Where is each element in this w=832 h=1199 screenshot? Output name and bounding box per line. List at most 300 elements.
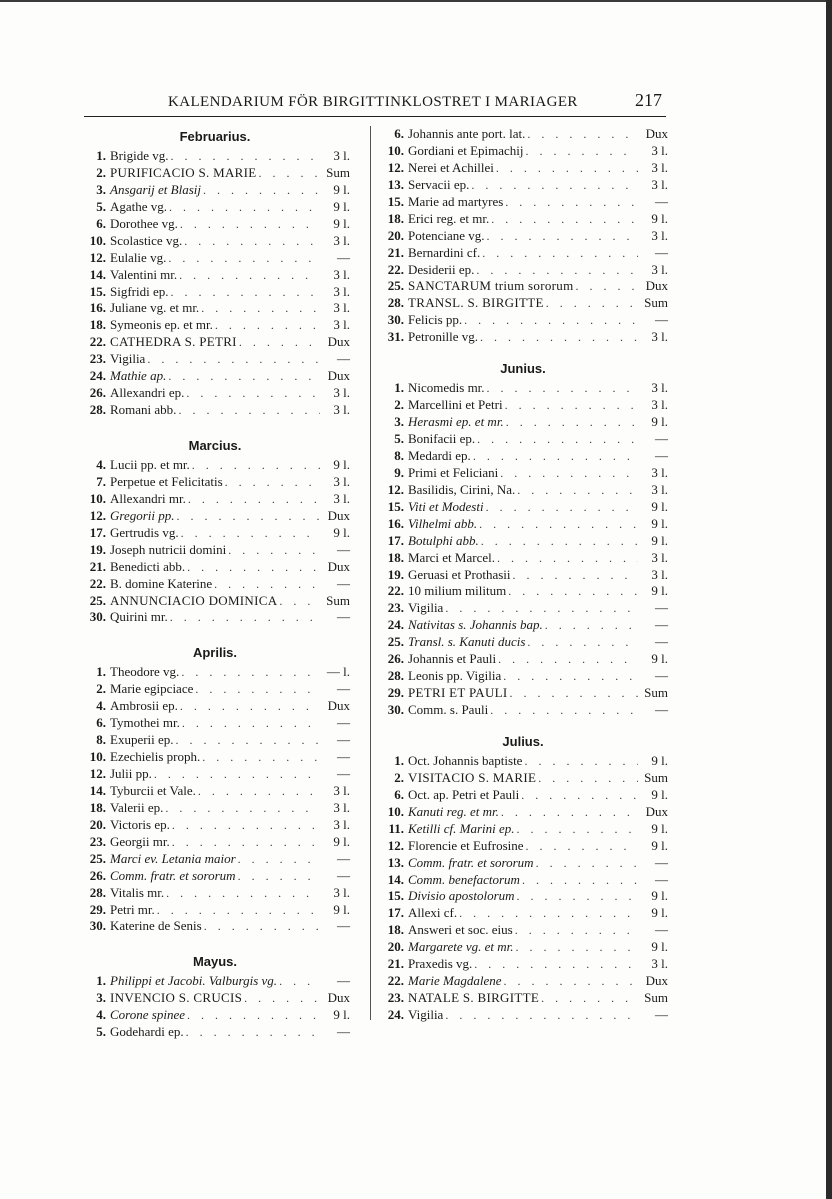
feast-name: Florencie et Eufrosine	[408, 837, 524, 853]
april-entry	[80, 885, 350, 902]
february-entry	[80, 216, 350, 233]
feast-grade: —	[337, 609, 350, 625]
feast-name: Primi et Feliciani	[408, 464, 499, 480]
feast-name: Bonifacii ep.	[408, 431, 476, 446]
march-entry	[80, 525, 350, 542]
dot-leader	[515, 482, 638, 499]
dot-leader	[184, 385, 320, 402]
dot-leader	[177, 267, 320, 284]
feast-grade: —	[655, 1007, 668, 1022]
feast-name: B. domine Katerine	[110, 575, 213, 591]
day-number: 23.	[89, 833, 106, 849]
feast-grade: —	[655, 312, 668, 328]
dot-leader	[193, 681, 320, 698]
page-number: 217	[635, 90, 662, 110]
april-entry	[80, 834, 350, 851]
dot-leader	[503, 194, 638, 211]
day-number: 13.	[387, 176, 404, 192]
may-entry	[378, 312, 668, 329]
month-title-mayus: Mayus.	[192, 954, 238, 970]
dot-leader	[168, 609, 320, 626]
may-entry	[378, 211, 668, 228]
dot-leader	[573, 278, 638, 295]
april-list	[80, 664, 350, 935]
dot-leader	[495, 550, 638, 567]
feast-grade: Dux	[645, 126, 668, 141]
april-entry	[80, 851, 350, 868]
feast-name: INVENCIO S. CRUCIS	[110, 990, 243, 1006]
day-number: 24.	[387, 617, 404, 633]
february-entry	[80, 317, 350, 334]
feast-grade: —	[337, 766, 350, 781]
feast-grade: 9 l.	[651, 498, 668, 514]
dot-leader	[170, 817, 320, 834]
day-number: 28.	[387, 295, 404, 311]
day-number: 6.	[394, 786, 404, 802]
feast-name: Joseph nutricii domini	[110, 541, 227, 557]
feast-name: Victoris ep.	[110, 816, 170, 832]
dot-leader	[145, 351, 320, 368]
day-number: 8.	[96, 732, 106, 748]
day-number: 12.	[89, 249, 106, 265]
feast-name: Perpetue et Felicitatis	[110, 473, 223, 489]
dot-leader	[496, 651, 638, 668]
may-continued-list	[378, 126, 668, 346]
day-number: 18.	[89, 799, 106, 815]
dot-leader	[494, 160, 638, 177]
dot-leader	[525, 634, 638, 651]
feast-name: VISITACIO S. MARIE	[408, 769, 537, 785]
feast-name: Juliane vg. et mr.	[110, 300, 200, 316]
dot-leader	[485, 228, 638, 245]
month-title-aprilis: Aprilis.	[192, 645, 238, 661]
day-number: 24.	[89, 368, 106, 384]
dot-leader	[520, 872, 638, 889]
feast-name: Gordiani et Epimachij	[408, 142, 524, 158]
day-number: 12.	[387, 837, 404, 853]
feast-name: Lucii pp. et mr.	[110, 457, 190, 472]
day-number: 22.	[89, 575, 106, 591]
february-entry	[80, 233, 350, 250]
june-entry	[378, 550, 668, 567]
day-number: 15.	[387, 498, 404, 514]
june-list	[378, 380, 668, 719]
march-entry	[80, 559, 350, 576]
feast-name: Answeri et soc. eius	[408, 922, 513, 938]
feast-grade: 3 l.	[333, 148, 350, 163]
march-entry	[80, 542, 350, 559]
dot-leader	[480, 245, 638, 262]
march-entry	[80, 609, 350, 626]
dot-leader	[199, 300, 320, 317]
feast-grade: 3 l.	[651, 380, 668, 396]
feast-grade: 3 l.	[333, 473, 350, 489]
day-number: 22.	[387, 261, 404, 277]
feast-grade: Dux	[645, 803, 668, 819]
feast-name: Comm. s. Pauli	[408, 702, 489, 717]
page-header	[84, 90, 666, 117]
feast-grade: 9 l.	[333, 181, 350, 197]
feast-name: Vigilia	[408, 600, 444, 616]
dot-leader	[166, 250, 320, 267]
june-entry	[378, 668, 668, 685]
feast-grade: Sum	[326, 164, 350, 180]
right-column	[378, 126, 668, 1024]
feast-grade: —	[655, 431, 668, 446]
march-list	[80, 457, 350, 626]
dot-leader	[200, 749, 320, 766]
feast-grade: 3 l.	[651, 227, 668, 243]
feast-grade: 3 l.	[333, 816, 350, 832]
feast-grade: 9 l.	[651, 532, 668, 548]
june-entry	[378, 431, 668, 448]
may-entry	[378, 126, 668, 143]
dot-leader	[498, 465, 638, 482]
dot-leader	[508, 685, 638, 702]
day-number: 12.	[387, 481, 404, 497]
feast-grade: Sum	[644, 685, 668, 701]
april-entry	[80, 766, 350, 783]
feast-grade: 9 l.	[651, 651, 668, 667]
feast-name: Tyburcii et Vale.	[110, 782, 196, 798]
feast-grade: 9 l.	[333, 524, 350, 540]
day-number: 18.	[387, 549, 404, 565]
day-number: 14.	[89, 782, 106, 798]
feast-name: Marie Magdalene	[408, 973, 502, 989]
feast-name: Nerei et Achillei	[408, 159, 494, 175]
july-entry	[378, 787, 668, 804]
feast-name: Allexandri mr.	[110, 490, 186, 506]
feast-name: TRANSL. S. BIRGITTE	[408, 295, 544, 311]
month-title-februarius: Februarius.	[179, 129, 251, 144]
feast-grade: 3 l.	[651, 549, 668, 565]
feast-name: Brigide vg.	[110, 148, 169, 163]
day-number: 24.	[387, 1007, 404, 1022]
feast-grade: —	[655, 634, 668, 650]
dot-leader	[539, 990, 638, 1007]
feast-grade: 3 l.	[651, 159, 668, 175]
day-number: 5.	[394, 431, 404, 446]
day-number: 5.	[96, 1024, 106, 1040]
feast-name: Benedicti abb.	[110, 558, 186, 574]
feast-name: Praxedis vg.	[408, 956, 473, 972]
feast-name: Exuperii ep.	[110, 732, 174, 748]
feast-name: Marie ad martyres	[408, 193, 504, 209]
feast-grade: —	[655, 617, 668, 633]
day-number: 22.	[89, 334, 106, 350]
dot-leader	[174, 732, 320, 749]
march-entry	[80, 474, 350, 491]
june-entry	[378, 516, 668, 533]
may-entry	[80, 1024, 350, 1041]
dot-leader	[236, 851, 320, 868]
day-number: 26.	[89, 867, 106, 883]
dot-leader	[457, 905, 638, 922]
dot-leader	[525, 126, 638, 143]
june-entry	[378, 482, 668, 499]
day-number: 3.	[394, 414, 404, 430]
feast-name: Vigilia	[110, 351, 146, 367]
april-entry	[80, 918, 350, 935]
feast-grade: —	[337, 973, 350, 989]
day-number: 12.	[387, 159, 404, 175]
day-number: 10.	[387, 142, 404, 158]
feast-name: Marci ev. Letania maior	[110, 850, 236, 866]
feast-name: Potenciane vg.	[408, 227, 485, 243]
day-number: 18.	[387, 210, 404, 226]
july-entry	[378, 973, 668, 990]
february-entry	[80, 300, 350, 317]
feast-grade: 3 l.	[333, 317, 350, 333]
day-number: 20.	[387, 939, 404, 955]
dot-leader	[202, 918, 320, 935]
feast-grade: —	[655, 193, 668, 209]
feast-name: Servacii ep.	[408, 176, 470, 192]
july-entry	[378, 855, 668, 872]
may-entry	[80, 990, 350, 1007]
feast-name: Bernardini cf.	[408, 244, 481, 260]
feast-name: Godehardi ep.	[110, 1024, 184, 1040]
dot-leader	[478, 329, 638, 346]
day-number: 4.	[96, 457, 106, 472]
feast-name: Gertrudis vg.	[110, 524, 179, 540]
june-entry	[378, 533, 668, 550]
dot-leader	[479, 533, 638, 550]
day-number: 28.	[89, 884, 106, 900]
feast-name: Petri mr.	[110, 901, 155, 917]
feast-name: Mathie ap.	[110, 368, 167, 384]
dot-leader	[522, 753, 638, 770]
june-entry	[378, 634, 668, 651]
july-entry	[378, 838, 668, 855]
day-number: 4.	[96, 1007, 106, 1023]
day-number: 2.	[96, 681, 106, 697]
feast-name: Kanuti reg. et mr.	[408, 803, 499, 819]
june-entry	[378, 583, 668, 600]
dot-leader	[257, 165, 321, 182]
feast-grade: —	[337, 1024, 350, 1040]
may-entry	[378, 194, 668, 211]
dot-leader	[475, 431, 638, 448]
feast-grade: —	[337, 249, 350, 265]
feast-grade: Dux	[327, 334, 350, 350]
april-entry	[80, 749, 350, 766]
left-column	[80, 126, 350, 1041]
june-entry	[378, 414, 668, 431]
feast-grade: Dux	[327, 698, 350, 714]
day-number: 5.	[96, 198, 106, 214]
feast-grade: 3 l.	[333, 490, 350, 506]
february-entry	[80, 284, 350, 301]
dot-leader	[506, 583, 638, 600]
march-entry	[80, 593, 350, 610]
feast-name: Vitalis mr.	[110, 884, 165, 900]
day-number: 15.	[387, 888, 404, 904]
feast-name: Katerine de Senis	[110, 918, 202, 934]
feast-name: Valentini mr.	[110, 266, 178, 282]
june-entry	[378, 380, 668, 397]
day-number: 30.	[387, 702, 404, 717]
feast-name: Vilhelmi abb.	[408, 515, 478, 531]
may-entry	[378, 228, 668, 245]
june-entry	[378, 651, 668, 668]
feast-grade: —	[337, 541, 350, 557]
march-entry	[80, 491, 350, 508]
feast-name: Basilidis, Cirini, Na.	[408, 481, 516, 497]
feast-grade: Dux	[327, 990, 350, 1006]
month-title-julius: Julius.	[502, 733, 544, 749]
feast-grade: Dux	[327, 507, 350, 523]
feast-name: ANNUNCIACIO DOMINICA	[110, 592, 278, 608]
feast-name: PURIFICACIO S. MARIE	[110, 164, 257, 180]
dot-leader	[519, 787, 638, 804]
may-list	[80, 973, 350, 1041]
june-entry	[378, 397, 668, 414]
day-number: 1.	[96, 664, 106, 680]
feast-grade: —	[655, 702, 668, 717]
feast-grade: 3 l.	[333, 266, 350, 282]
day-number: 3.	[96, 181, 106, 197]
feast-name: Comm. fratr. et sororum	[110, 867, 236, 883]
july-entry	[378, 753, 668, 770]
july-entry	[378, 888, 668, 905]
dot-leader	[501, 668, 638, 685]
day-number: 1.	[96, 973, 106, 989]
feast-name: SANCTARUM trium sororum	[408, 278, 574, 294]
dot-leader	[178, 216, 320, 233]
dot-leader	[485, 380, 638, 397]
feast-grade: 9 l.	[651, 905, 668, 921]
feast-name: Valerii ep.	[110, 799, 164, 815]
feast-name: NATALE S. BIRGITTE	[408, 990, 540, 1006]
dot-leader	[534, 855, 638, 872]
feast-name: Allexi cf.	[408, 905, 458, 921]
may-entry	[378, 177, 668, 194]
day-number: 29.	[387, 685, 404, 701]
february-entry	[80, 351, 350, 368]
april-entry	[80, 664, 350, 681]
february-entry	[80, 199, 350, 216]
feast-grade: Sum	[326, 592, 350, 608]
day-number: 23.	[89, 351, 106, 367]
dot-leader	[502, 973, 638, 990]
dot-leader	[503, 397, 638, 414]
day-number: 6.	[394, 126, 404, 141]
july-entry	[378, 872, 668, 889]
dot-leader	[176, 402, 320, 419]
feast-grade: —	[655, 447, 668, 463]
feast-grade: —	[337, 715, 350, 731]
feast-grade: 3 l.	[333, 385, 350, 401]
february-entry	[80, 165, 350, 182]
feast-grade: 3 l.	[651, 566, 668, 582]
feast-name: Eulalie vg.	[110, 249, 167, 265]
june-entry	[378, 600, 668, 617]
feast-name: 10 milium militum	[408, 583, 507, 599]
day-number: 23.	[387, 990, 404, 1006]
feast-grade: 9 l.	[651, 939, 668, 955]
feast-name: Nativitas s. Johannis bap.	[408, 617, 543, 633]
day-number: 6.	[96, 715, 106, 731]
feast-grade: 9 l.	[651, 820, 668, 836]
day-number: 16.	[387, 515, 404, 531]
scan-edge-right	[826, 0, 832, 1199]
february-entry	[80, 182, 350, 199]
july-entry	[378, 939, 668, 956]
feast-grade: 3 l.	[333, 283, 350, 299]
day-number: 14.	[89, 266, 106, 282]
may-entry	[378, 262, 668, 279]
day-number: 25.	[89, 850, 106, 866]
dot-leader	[190, 457, 320, 474]
dot-leader	[469, 177, 638, 194]
dot-leader	[152, 766, 320, 783]
feast-name: Transl. s. Kanuti ducis	[408, 634, 526, 650]
day-number: 1.	[394, 752, 404, 768]
feast-name: Felicis pp.	[408, 312, 463, 328]
dot-leader	[175, 508, 320, 525]
dot-leader	[164, 885, 320, 902]
dot-leader	[180, 715, 320, 732]
feast-name: Medardi ep.	[408, 447, 471, 463]
april-entry	[80, 715, 350, 732]
dot-leader	[179, 664, 320, 681]
feast-name: Quirini mr.	[110, 609, 168, 625]
dot-leader	[155, 902, 320, 919]
day-number: 8.	[394, 447, 404, 463]
dot-leader	[524, 143, 638, 160]
feast-grade: Sum	[644, 295, 668, 311]
dot-leader	[212, 576, 320, 593]
feast-name: Erici reg. et mr.	[408, 210, 490, 226]
day-number: 15.	[89, 283, 106, 299]
may-entry	[80, 1007, 350, 1024]
day-number: 18.	[387, 922, 404, 938]
feast-name: Marci et Marcel.	[408, 549, 495, 565]
feast-name: Scolastice vg.	[110, 232, 183, 248]
day-number: 18.	[89, 317, 106, 333]
day-number: 25.	[89, 592, 106, 608]
dot-leader	[504, 414, 638, 431]
dot-leader	[513, 922, 638, 939]
dot-leader	[201, 182, 320, 199]
feast-grade: 9 l.	[333, 457, 350, 472]
feast-name: Gregorii pp.	[110, 507, 175, 523]
dot-leader	[169, 284, 321, 301]
dot-leader	[536, 770, 638, 787]
month-title-marcius: Marcius.	[188, 438, 242, 453]
dot-leader	[511, 567, 638, 584]
dot-leader	[167, 199, 320, 216]
day-number: 17.	[89, 524, 106, 540]
feast-name: Dorothee vg.	[110, 215, 178, 231]
day-number: 14.	[387, 871, 404, 887]
dot-leader	[474, 262, 638, 279]
dot-leader	[499, 804, 638, 821]
feast-name: Corone spinee	[110, 1007, 185, 1023]
april-entry	[80, 681, 350, 698]
month-title-junius: Junius.	[500, 361, 546, 377]
dot-leader	[462, 312, 638, 329]
column-divider	[370, 126, 371, 1020]
feast-grade: Dux	[645, 973, 668, 989]
day-number: 22.	[387, 583, 404, 599]
feast-name: PETRI ET PAULI	[408, 685, 508, 701]
dot-leader	[236, 868, 320, 885]
day-number: 2.	[96, 164, 106, 180]
day-number: 30.	[89, 609, 106, 625]
april-entry	[80, 732, 350, 749]
